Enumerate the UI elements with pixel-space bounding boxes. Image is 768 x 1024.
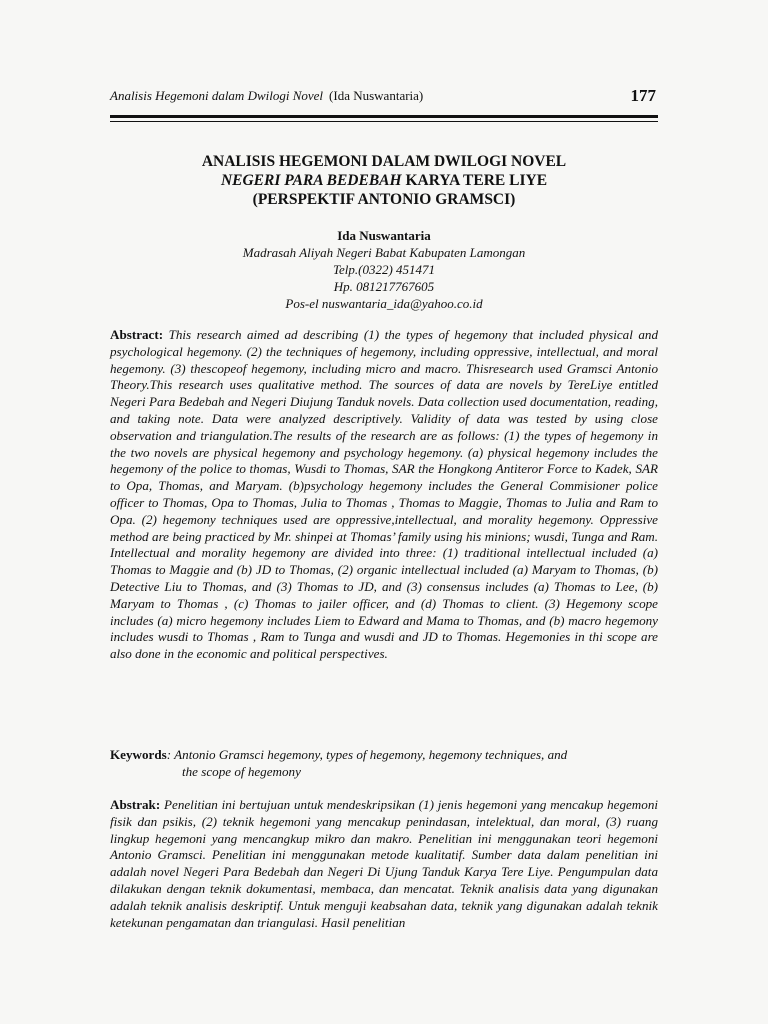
title-line-2-rest: KARYA TERE LIYE <box>401 172 548 189</box>
author-block <box>110 227 658 312</box>
running-head-author: (Ida Nuswantaria) <box>329 88 424 103</box>
abstract-indonesian-text: Penelitian ini bertujuan untuk mendeskripsikan (1) jenis hegemoni yang mencakup hegemoni fisik dan psikis, (2) teknik hegemoni yang mencakup penindasan, intelektual, dan moral, (3) ruang lingkup hegemoni yang mencangkup mikro dan makro. Penelitian ini menggunakan teori hegemoni Antonio Gramsci. Penelitian ini menggunakan metode kualitatif. Sumber data dalam penelitian ini adalah novel Negeri Para Bedebah dan Negeri Di Ujung Tanduk Karya Tere Liye. Pengumpulan data dilakukan dengan teknik dokumentasi, membaca, dan mencatat. Teknik analisis data yang digunakan adalah teknik analisis deskriptif. Untuk menguji keabsahan data, teknik yang digunakan adalah teknik ketekunan pengamatan dan triangulasi. Hasil penelitian <box>110 797 658 930</box>
header-rule-thick <box>110 115 658 118</box>
running-head <box>110 88 658 104</box>
abstract-indonesian <box>110 797 658 931</box>
keywords-label: Keywords <box>110 747 167 762</box>
keywords <box>110 747 658 781</box>
author-telp: Telp.(0322) 451471 <box>332 262 436 277</box>
running-head-title: Analisis Hegemoni dalam Dwilogi Novel <box>110 88 324 103</box>
abstract-english-text: This research aimed ad describing (1) the types of hegemony that included physical and psychological hegemony. (2) the techniques of hegemony, including oppressive, intellectual, and moral hegemony. (3) thescopeof hegemony, including micro and macro. Thisresearch used Gramsci Antonio Theory.This research uses qualitative method. The sources of data are novels by TereLiye entitled Negeri Para Bedebah and Negeri Diujung Tanduk novels. Data collection used documentation, reading, and taking note. Data were analyzed descriptively. Validity of data was tested by using close observation and triangulation.The results of the research are as follows: (1) the types of hegemony in the two novels are physical hegemony and psychology hegemony. (a) physical hegemony includes the hegemony of the police to thomas, Wusdi to Thomas, SAR the Hongkong Antiteror Force to Kadek, SAR to Opa, Thomas, and Maryam. (b)psychology hegemony includes the General Commisioner police officer to Thomas, Opa to Thomas, Julia to Thomas , Thomas to Maggie, Thomas to Julia and Ram to Opa. (2) hegemony techniques used are oppressive,intellectual, and morality hegemony. Oppressive method are being practiced by Mr. shinpei at Thomas’ family using his minions; wusdi, Tunga and Ram. Intellectual and morality hegemony are divided into three: (1) traditional intellectual included (a) Thomas to Maggie and (b) JD to Thomas, (2) organic intellectual included (a) Maryam to Thomas, (b) Detective Liu to Thomas, and (3) Thomas to JD, and (3) consensus includes (a) Thomas to Lee, (b) Maryam to Thomas , (c) Thomas to jailer officer, and (d) Thomas to client. (3) Hegemony scope includes (a) micro hegemony includes Liem to Edward and Mama to Thomas, and (b) macro hegemony includes wusdi to Thomas , Ram to Tunga and wusdi and JD to Thomas. Hegemonies in thi scope are also done in the economic and political perspectives. <box>110 327 658 662</box>
title-line-2 <box>110 171 658 190</box>
keywords-text-line-2: the scope of hegemony <box>182 763 301 779</box>
abstract-english <box>110 327 658 663</box>
page-number: 177 <box>630 86 656 105</box>
article-title <box>110 152 658 209</box>
abstract-english-label: Abstract: <box>110 327 164 342</box>
title-line-1: ANALISIS HEGEMONI DALAM DWILOGI NOVEL <box>201 153 567 170</box>
title-novel-name: NEGERI PARA BEDEBAH <box>220 172 402 189</box>
author-email: Pos-el nuswantaria_ida@yahoo.co.id <box>285 296 483 311</box>
author-affiliation: Madrasah Aliyah Negeri Babat Kabupaten Lamongan <box>242 245 526 260</box>
author-name: Ida Nuswantaria <box>337 228 431 243</box>
header-rule-thin <box>110 121 658 122</box>
keywords-text-line-1: : Antonio Gramsci hegemony, types of hegemony, hegemony techniques, and <box>166 747 568 762</box>
author-hp: Hp. 081217767605 <box>333 279 435 294</box>
abstract-indonesian-label: Abstrak: <box>110 797 161 812</box>
title-line-3: (PERSPEKTIF ANTONIO GRAMSCI) <box>252 191 516 208</box>
